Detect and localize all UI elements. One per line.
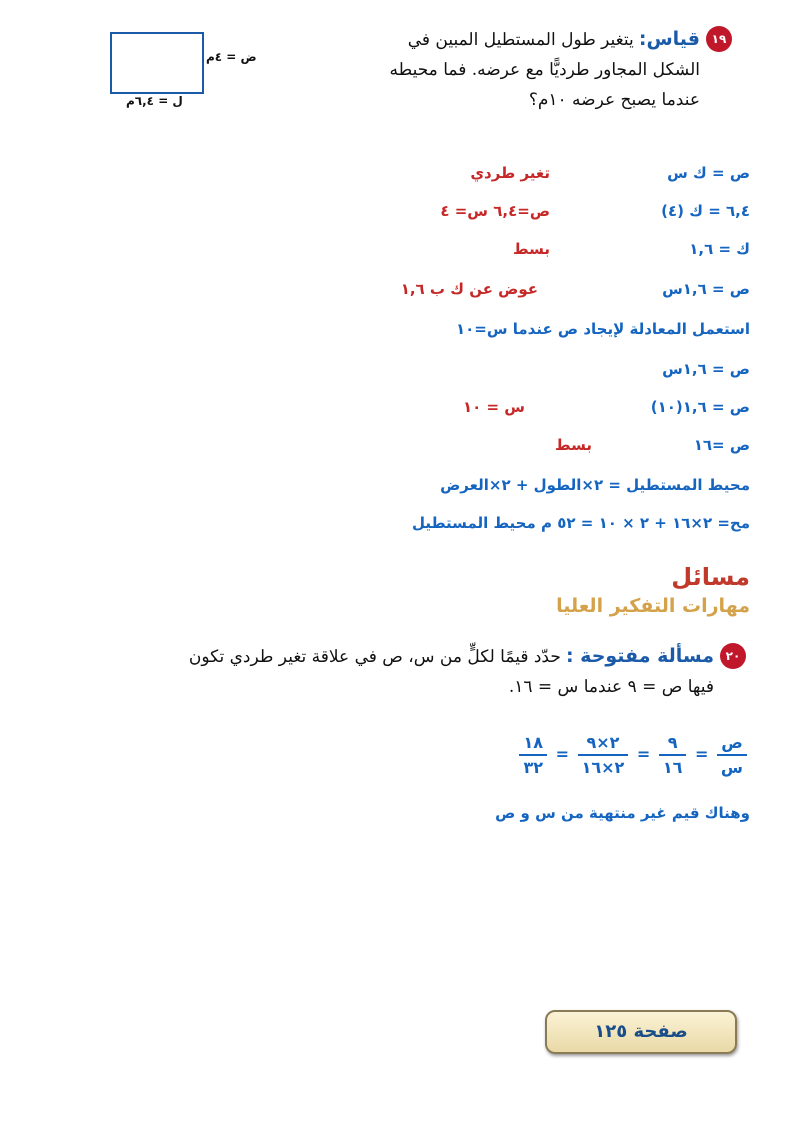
question-19-number: ١٩ — [706, 26, 732, 52]
figure-length-label: ل = ٦,٤م — [126, 94, 183, 108]
equals-sign-3: = — [555, 744, 569, 764]
sol-row-7-left: س = ١٠ — [462, 398, 525, 416]
conclusion-text: وهناك قيم غير منتهية من س و ص — [495, 804, 750, 822]
fraction-2-num: ٩ — [659, 733, 687, 756]
fraction-1 — [717, 733, 747, 777]
fraction-1-den: س — [720, 758, 743, 777]
question-19-line3: عندما يصبح عرضه ١٠م؟ — [528, 90, 700, 110]
fraction-2-den: ١٦ — [662, 758, 683, 777]
sol-row-10: مح= ٢×١٦ + ٢ × ١٠ = ٥٢ م محيط المستطيل — [411, 514, 750, 532]
sol-row-2-left: ص=٦,٤ س= ٤ — [440, 202, 550, 220]
sol-row-3-left: بسط — [513, 240, 550, 258]
sol-row-8-right: ص =١٦ — [693, 436, 750, 454]
question-19-title: قياس: — [638, 28, 700, 50]
sol-row-8-left: بسط — [555, 436, 592, 454]
sol-row-6-right: ص = ١,٦س — [662, 360, 750, 378]
sol-row-4-left: عوض عن ك ب ١,٦ — [400, 280, 538, 298]
sol-row-1-right: ص = ك س — [667, 164, 750, 182]
fraction-3 — [578, 733, 629, 777]
page-number-badge: صفحة ١٢٥ — [545, 1010, 737, 1054]
sol-row-9: محيط المستطيل = ٢×الطول + ٢×العرض — [440, 476, 750, 494]
sol-row-4-right: ص = ١,٦س — [662, 280, 750, 298]
section-title: مسائل — [671, 563, 750, 591]
equals-sign-1: = — [694, 744, 709, 764]
sol-row-5: استعمل المعادلة لإيجاد ص عندما س=١٠ — [455, 320, 750, 338]
fraction-4 — [519, 733, 547, 777]
fraction-equation — [516, 733, 750, 777]
equals-sign-2: = — [636, 744, 651, 764]
sol-row-1-left: تغير طردي — [470, 164, 550, 182]
section-subtitle: مهارات التفكير العليا — [556, 595, 750, 617]
fraction-3-den: ٢×١٦ — [581, 758, 625, 777]
fraction-4-den: ٣٢ — [523, 758, 543, 777]
question-20-line1 — [189, 645, 714, 667]
fraction-3-num: ٢×٩ — [578, 733, 629, 756]
figure-width-label: ض = ٤م — [206, 50, 257, 64]
sol-row-7-right: ص = ١,٦(١٠) — [650, 398, 750, 416]
question-20-line2: فيها ص = ٩ عندما س = ١٦. — [508, 677, 714, 697]
question-20-number: ٢٠ — [720, 643, 746, 669]
sol-row-3-right: ك = ١,٦ — [689, 240, 750, 258]
fraction-4-num: ١٨ — [519, 733, 547, 756]
sol-row-2-right: ٦,٤ = ك (٤) — [661, 202, 750, 220]
question-20-title: مسألة مفتوحة : — [565, 645, 714, 667]
fraction-2 — [659, 733, 687, 777]
question-19-text-1: يتغير طول المستطيل المبين في — [407, 30, 634, 50]
question-19-line1 — [408, 28, 700, 50]
fraction-1-num: ص — [717, 733, 747, 756]
rectangle-figure — [110, 32, 204, 94]
question-20-text-1: حدّد قيمًا لكلٍّ من س، ص في علاقة تغير طردي تكون — [188, 647, 561, 667]
question-19-line2: الشكل المجاور طرديًّا مع عرضه. فما محيطه — [389, 60, 700, 80]
